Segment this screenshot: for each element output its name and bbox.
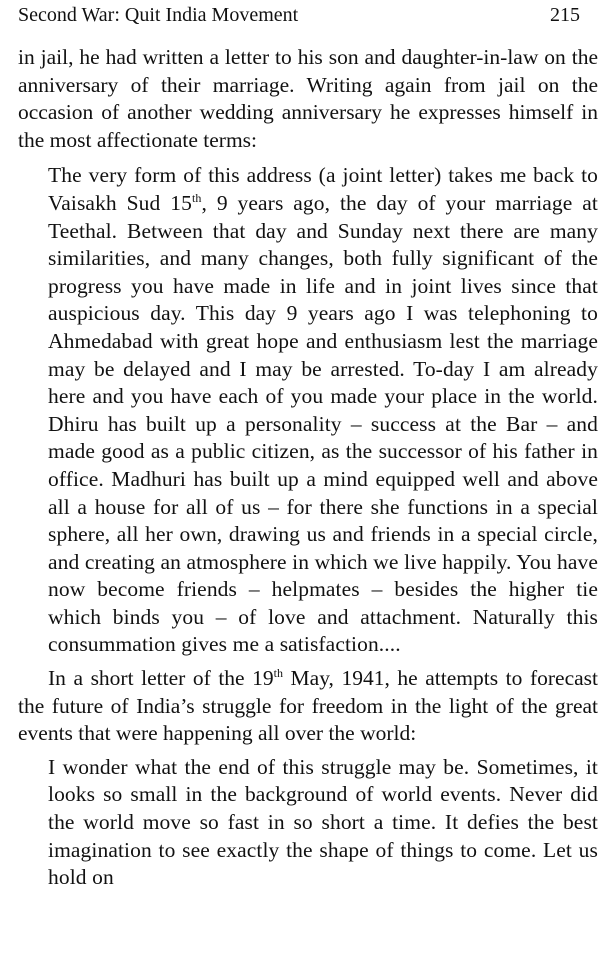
- page-body: [18, 44, 598, 898]
- ordinal-superscript: th: [273, 665, 283, 680]
- quote-text-part-2: , 9 years ago, the day of your marriage at Teethal. Between that day and Sunday next there are many similarities, and many changes, both fully significant of the progress you have made in life and in joint lives since that auspicious day. This day 9 years ago I was telephoning to Ahmedabad with great hope and enthusiasm lest the marriage may be delayed and I may be arrested. To-day I am already here and you have each of you made your place in the world. Dhiru has built up a personality – success at the Bar – and made good as a public citizen, as the successor of his father in office. Madhuri has built up a mind equipped well and above all a house for all of us – for there she functions in a special sphere, all her own, drawing us and friends in a special circle, and creating an atmosphere in which we live happily. You have now become friends – helpmates – besides the higher tie which binds you – of love and attachment. Naturally this consummation gives me a satisfaction....: [48, 190, 598, 657]
- paragraph-intro: in jail, he had written a letter to his son and daughter-in-law on the anniversary of their marriage. Writing again from jail on the occasion of another wedding anniversary he expresses himself in the most affectionate terms:: [18, 45, 598, 152]
- chapter-title: Second War: Quit India Movement: [18, 4, 299, 26]
- quote-struggle-letter: I wonder what the end of this struggle may be. Sometimes, it looks so small in the background of world events. Never did the world move so fast in so short a time. It defies the best imagination to see exactly the shape of things to come. Let us hold on: [48, 754, 598, 890]
- paragraph-text-part-2: May, 1941, he attempts to forecast the future of India’s struggle for freedom in the light of the great events that were happening all over the world:: [18, 666, 598, 746]
- paragraph-text-part-1: In a short letter of the 19: [48, 666, 274, 691]
- running-header: [18, 2, 580, 28]
- ordinal-superscript: th: [191, 190, 202, 205]
- paragraph-may-1941: [18, 665, 598, 748]
- quote-text-part-1: The very form of this address (a joint letter) takes me back to Vaisakh Sud 15: [48, 163, 598, 215]
- quote-anniversary-letter: [48, 162, 598, 659]
- page-number: 215: [550, 4, 580, 26]
